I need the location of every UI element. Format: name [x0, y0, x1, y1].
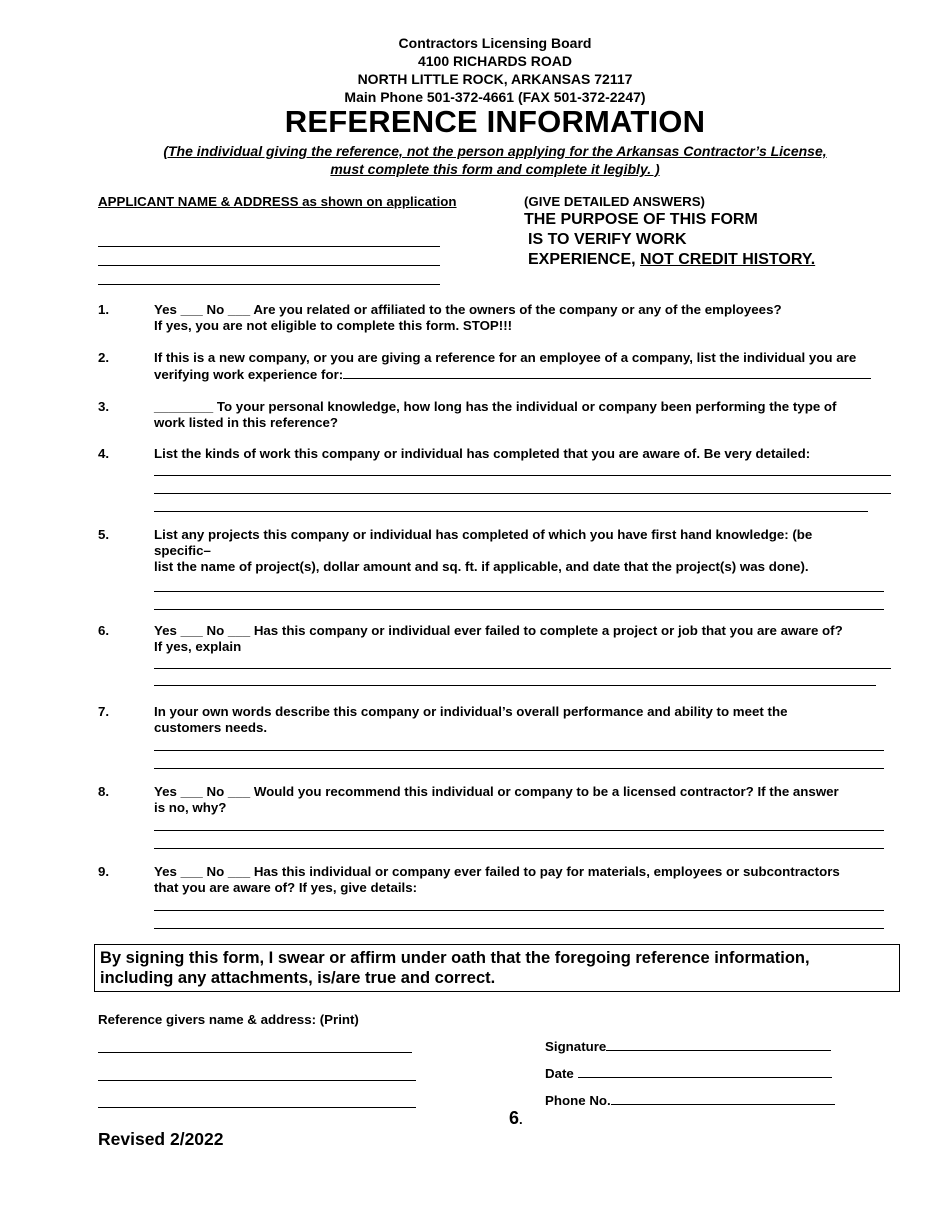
oath-line1: By signing this form, I swear or affirm under oath that the foregoing reference information,: [100, 949, 810, 967]
q3-text: [154, 399, 899, 431]
q5-question-cont: specific–: [154, 543, 211, 558]
q6-question: Has this company or individual ever failed to complete a project or job that you are aware of?: [253, 623, 843, 638]
q8-question: Would you recommend this individual or company to be a licensed contractor? If the answer: [253, 784, 839, 799]
q3-question-cont: work listed in this reference?: [154, 415, 338, 430]
q6-text: [154, 623, 899, 655]
q9-text: [154, 864, 899, 896]
q7-number: 7.: [98, 704, 110, 719]
q5-number: 5.: [98, 527, 110, 542]
q4-answer-line-1[interactable]: [154, 475, 891, 476]
reference-giver-line-2[interactable]: [98, 1080, 416, 1081]
purpose-line1: THE PURPOSE OF THIS FORM: [524, 211, 758, 228]
q3-number: 3.: [98, 399, 110, 414]
applicant-line-3[interactable]: [98, 284, 440, 285]
oath-statement: [94, 944, 900, 992]
q8-answer-line-2[interactable]: [154, 848, 884, 849]
q4-answer-line-3[interactable]: [154, 511, 868, 512]
q6-number: 6.: [98, 623, 110, 638]
q7-text: [154, 704, 899, 736]
q6-answer-line-1[interactable]: [154, 668, 891, 669]
q9-number: 9.: [98, 864, 110, 879]
date-label: Date: [545, 1066, 574, 1081]
q7-question: In your own words describe this company or individual’s overall performance and ability to meet the: [154, 704, 788, 719]
purpose-line2: IS TO VERIFY WORK: [528, 231, 687, 248]
q1-note: If yes, you are not eligible to complete this form. STOP!!!: [154, 318, 513, 333]
q2-number: 2.: [98, 350, 110, 365]
q3-duration-blank[interactable]: ________: [154, 399, 217, 414]
applicant-label: APPLICANT NAME & ADDRESS as shown on application: [98, 194, 457, 209]
q4-text: List the kinds of work this company or individual has completed that you are aware of. Be very detailed:: [154, 446, 811, 461]
q9-question-cont: that you are aware of? If yes, give details:: [154, 880, 418, 895]
q7-question-cont: customers needs.: [154, 720, 268, 735]
page-number-value: 6: [509, 1108, 520, 1128]
q5-question-detail: list the name of project(s), dollar amount and sq. ft. if applicable, and date that the project(s) was done).: [154, 559, 809, 574]
subtitle-line2: must complete this form and complete it legibly. ): [330, 161, 660, 177]
q7-answer-line-2[interactable]: [154, 768, 884, 769]
page-title: REFERENCE INFORMATION: [284, 104, 706, 139]
q5-text: [154, 527, 899, 575]
q8-yes-no[interactable]: Yes ___ No ___: [154, 784, 254, 799]
q4-answer-line-2[interactable]: [154, 493, 891, 494]
signature-field: [545, 1038, 831, 1054]
q2-text: [154, 350, 899, 383]
subtitle-line1: (The individual giving the reference, not the person applying for the Arkansas Contractor’s License,: [163, 143, 827, 159]
q8-answer-line-1[interactable]: [154, 830, 884, 831]
q6-question-cont: If yes, explain: [154, 639, 242, 654]
board-name: Contractors Licensing Board: [398, 35, 592, 51]
signature-input[interactable]: [606, 1038, 831, 1051]
reference-giver-line-1[interactable]: [98, 1052, 412, 1053]
q2-question-cont: verifying work experience for:: [154, 367, 344, 382]
date-field: [545, 1065, 832, 1081]
applicant-line-2[interactable]: [98, 265, 440, 266]
q5-answer-line-2[interactable]: [154, 609, 884, 610]
q3-question: To your personal knowledge, how long has the individual or company been performing the type of: [216, 399, 837, 414]
q9-answer-line-1[interactable]: [154, 910, 884, 911]
q4-number: 4.: [98, 446, 110, 461]
q6-yes-no[interactable]: Yes ___ No ___: [154, 623, 254, 638]
q2-question: If this is a new company, or you are giving a reference for an employee of a company, list the individual you are: [154, 350, 857, 365]
q1-question: Are you related or affiliated to the owners of the company or any of the employees?: [253, 302, 782, 317]
q1-yes-no[interactable]: Yes ___ No ___: [154, 302, 254, 317]
date-input[interactable]: [578, 1065, 832, 1078]
q5-answer-line-1[interactable]: [154, 591, 884, 592]
q9-answer-line-2[interactable]: [154, 928, 884, 929]
reference-giver-label: Reference givers name & address: (Print): [98, 1012, 359, 1027]
oath-line2: including any attachments, is/are true and correct.: [100, 969, 496, 987]
q8-question-cont: is no, why?: [154, 800, 227, 815]
q7-answer-line-1[interactable]: [154, 750, 884, 751]
q9-yes-no[interactable]: Yes ___ No ___: [154, 864, 254, 879]
q8-number: 8.: [98, 784, 110, 799]
page-number-period: .: [519, 1112, 523, 1127]
purpose-not-credit: NOT CREDIT HISTORY.: [640, 251, 816, 268]
board-address-line1: 4100 RICHARDS ROAD: [417, 53, 573, 69]
board-address-line2: NORTH LITTLE ROCK, ARKANSAS 72117: [357, 71, 633, 87]
q1-text: [154, 302, 899, 334]
signature-label: Signature: [545, 1039, 607, 1054]
page-number: [509, 1108, 523, 1129]
phone-input[interactable]: [611, 1092, 835, 1105]
reference-giver-line-3[interactable]: [98, 1107, 416, 1108]
board-phone: Main Phone 501-372-4661 (FAX 501-372-2247): [344, 89, 646, 105]
purpose-line3: [528, 250, 815, 270]
q9-question: Has this individual or company ever failed to pay for materials, employees or subcontractors: [253, 864, 840, 879]
purpose-line3-prefix: EXPERIENCE,: [528, 251, 641, 268]
q6-answer-line-2[interactable]: [154, 685, 876, 686]
q2-answer-line[interactable]: [343, 366, 871, 379]
q5-question: List any projects this company or individual has completed of which you have first hand knowledge: (be: [154, 527, 813, 542]
q1-number: 1.: [98, 302, 110, 317]
q8-text: [154, 784, 899, 816]
phone-field: [545, 1092, 835, 1108]
revision-date: Revised 2/2022: [98, 1129, 224, 1149]
purpose-instruction: (GIVE DETAILED ANSWERS): [524, 194, 705, 209]
applicant-line-1[interactable]: [98, 246, 440, 247]
phone-label: Phone No.: [545, 1093, 611, 1108]
